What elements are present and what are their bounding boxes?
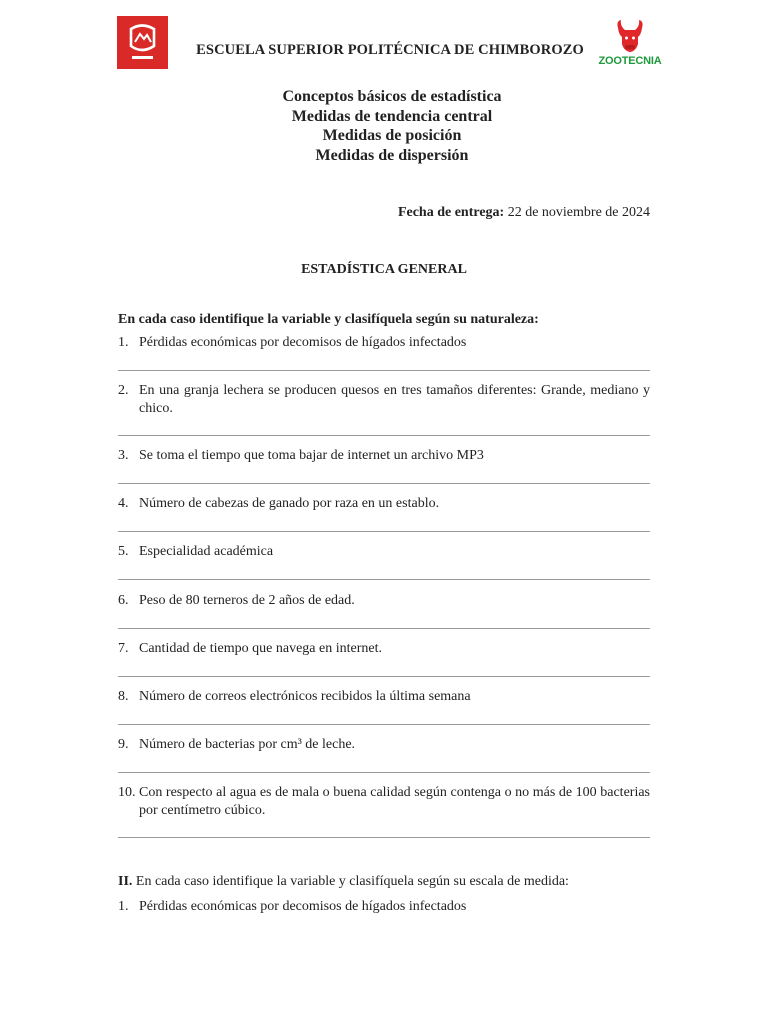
item-number: 9. [118,737,129,752]
list-item [118,543,650,561]
zootecnia-logo [594,18,666,88]
item-text: Peso de 80 terneros de 2 años de edad. [139,593,355,608]
list-item [118,382,650,418]
list-item [118,898,650,916]
title-line-3: Medidas de posición [322,127,462,144]
bull-icon [594,18,666,88]
item-number: 10. [118,785,136,800]
answer-line [118,370,650,371]
zootecnia-wordmark: ZOOTECNIA [598,55,662,67]
section2-roman: II. [118,874,133,889]
due-date [398,205,650,221]
title-line-2: Medidas de tendencia central [291,107,493,125]
item-number: 4. [118,496,129,511]
course-title: ESTADÍSTICA GENERAL [301,262,467,277]
item-text: Especialidad académica [139,544,274,559]
espoch-shield-icon [117,16,168,69]
title-line-4: Medidas de dispersión [315,146,469,164]
item-text: Pérdidas económicas por decomisos de hígados infectados [139,335,467,350]
item-number: 6. [118,593,129,608]
answer-line [118,724,650,725]
item-text: Se toma el tiempo que toma bajar de internet un archivo MP3 [139,448,484,463]
answer-line [118,772,650,773]
item-number: 2. [118,383,129,398]
item-number: 5. [118,544,129,559]
espoch-logo [117,16,168,69]
item-text: Número de correos electrónicos recibidos la última semana [139,689,471,704]
item-number: 7. [118,641,129,656]
list-item [118,334,650,352]
answer-line [118,435,650,436]
item-text: Número de bacterias por cm³ de leche. [139,737,356,752]
item-text: Pérdidas económicas por decomisos de hígados infectados [139,899,467,914]
answer-line [118,837,650,838]
due-date-label: Fecha de entrega: [397,205,505,220]
answer-line [118,531,650,532]
section1-title: En cada caso identifique la variable y clasifíquela según su naturaleza: [118,312,539,327]
list-item [118,688,650,706]
item-text: Número de cabezas de ganado por raza en un establo. [139,496,440,511]
answer-line [118,483,650,484]
list-item [118,447,650,465]
item-text: En una granja lechera se producen quesos en tres tamaños diferentes: Grande, mediano y chico. [139,383,650,416]
list-item [118,784,650,820]
school-name: ESCUELA SUPERIOR POLITÉCNICA DE CHIMBOROZO [196,42,584,58]
answer-line [118,579,650,580]
list-item [118,640,650,658]
section2-title [118,873,650,891]
item-number: 3. [118,448,129,463]
list-item [118,495,650,513]
answer-line [118,628,650,629]
list-item [118,592,650,610]
item-number: 1. [118,335,129,350]
answer-line [118,676,650,677]
item-text: Con respecto al agua es de mala o buena calidad según contenga o no más de 100 bacterias por centímetro cúbico. [139,785,650,818]
section2-title-text: En cada caso identifique la variable y clasifíquela según su escala de medida: [135,874,569,889]
item-text: Cantidad de tiempo que navega en internet. [139,641,382,656]
list-item [118,736,650,754]
item-number: 8. [118,689,129,704]
due-date-value: 22 de noviembre de 2024 [507,205,650,220]
item-number: 1. [118,899,129,914]
title-line-1: Conceptos básicos de estadística [282,88,502,105]
document-titles [200,87,584,165]
